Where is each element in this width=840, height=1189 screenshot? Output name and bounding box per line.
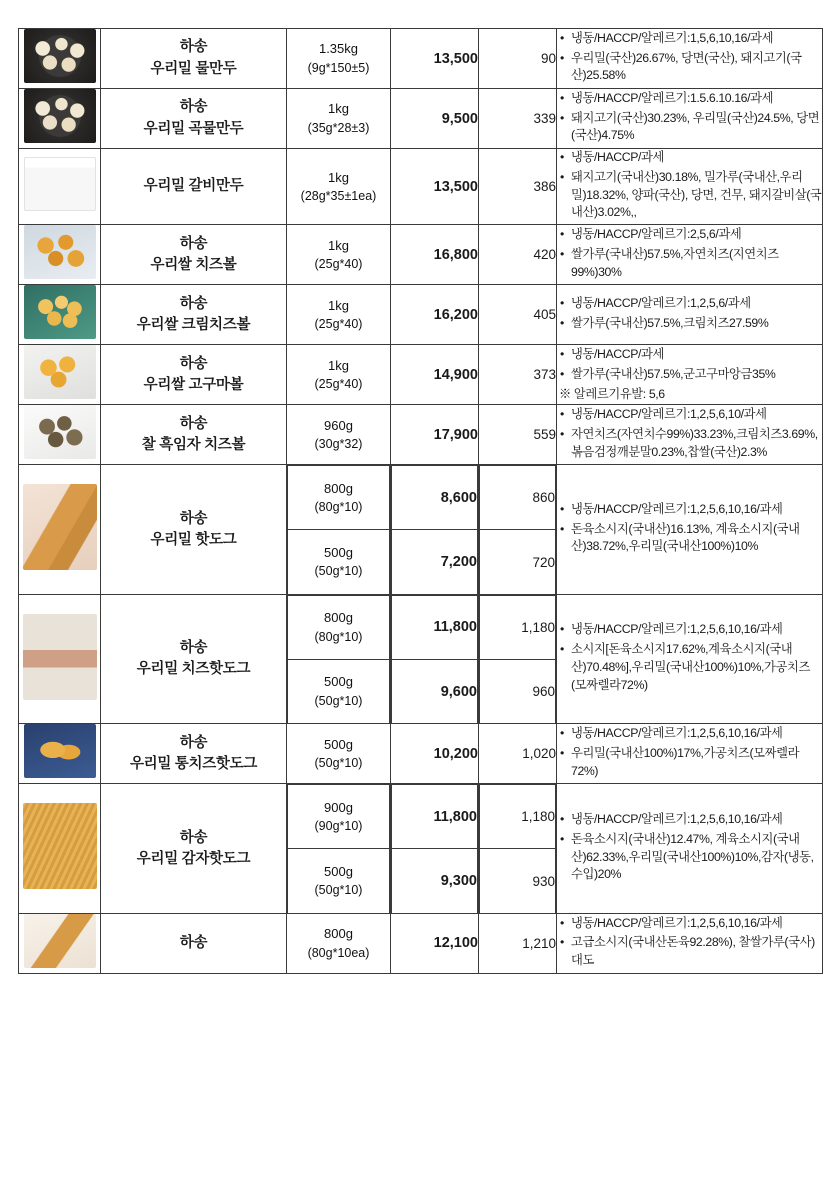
product-thumbnail-cell: [19, 405, 101, 465]
product-thumbnail-cell: [19, 29, 101, 89]
product-title: 우리쌀 고구마볼: [143, 376, 244, 393]
product-qty-cell: [479, 465, 557, 595]
description-item: • 돼지고기(국산)30.23%, 우리밀(국산)24.5%, 당면(국산)4.75%: [569, 110, 822, 146]
product-title: 우리밀 핫도그: [150, 531, 237, 548]
spec-unit: (50g*10): [314, 883, 363, 898]
product-quantity: 720: [480, 530, 556, 594]
product-thumbnail-cell: [19, 89, 101, 149]
spec-unit: (50g*10): [314, 756, 363, 771]
product-spec-cell: [287, 225, 391, 285]
product-thumbnail-cell: [19, 345, 101, 405]
description-list: [557, 501, 822, 556]
description-list: [557, 90, 822, 145]
product-name-cell: [101, 345, 287, 405]
product-image: [24, 285, 96, 339]
product-thumbnail-cell: [19, 724, 101, 784]
product-price: 9,300: [392, 849, 478, 913]
description-item: • 소시지[돈육소시지17.62%,계육소시지(국내산)70.48%],우리밀(국내산100%)10%,가공치즈(모짜렐라72%): [569, 641, 822, 694]
description-item: • 고급소시지(국내산돈육92.28%), 찰쌀가루(국사) 대도: [569, 934, 822, 970]
product-quantity-cell: 405: [479, 285, 557, 345]
product-image: [23, 484, 97, 570]
table-row: [19, 285, 823, 345]
product-name-cell: [101, 405, 287, 465]
product-thumbnail-cell: [19, 465, 101, 595]
product-price: 11,800: [392, 785, 478, 849]
product-price-cell: 10,200: [391, 724, 479, 784]
description-item: • 우리밀(국산)26.67%, 당면(국산), 돼지고기(국산)25.58%: [569, 50, 822, 86]
product-title: 우리밀 물만두: [150, 60, 237, 77]
product-thumbnail-cell: [19, 913, 101, 973]
product-image: [24, 914, 96, 968]
spec-weight: 1kg: [328, 169, 349, 185]
table-row: [19, 784, 823, 914]
description-list: [557, 226, 822, 281]
product-brand: 하송: [179, 734, 208, 751]
product-name-cell: [101, 724, 287, 784]
product-brand: 하송: [179, 640, 208, 657]
product-price-cell: 13,500: [391, 149, 479, 225]
product-thumbnail-cell: [19, 149, 101, 225]
spec-weight: 800g: [324, 480, 353, 496]
spec-unit: (30g*32): [314, 437, 363, 452]
spec-unit: (50g*10): [314, 564, 363, 579]
description-item: • 냉동/HACCP/알레르기:1.5.6.10.16/과세: [569, 90, 822, 108]
product-name-cell: [101, 149, 287, 225]
description-item: • 냉동/HACCP/알레르기:1,5,6,10,16/과세: [569, 30, 822, 48]
description-item: • 냉동/HACCP/알레르기:1,2,5,6,10,16/과세: [569, 725, 822, 743]
spec-weight: 1kg: [328, 357, 349, 373]
product-image: [24, 89, 96, 143]
product-description-cell: [557, 89, 823, 149]
product-name-cell: [101, 89, 287, 149]
product-quantity: 960: [480, 659, 556, 723]
product-quantity-cell: 1,020: [479, 724, 557, 784]
product-brand: 하송: [179, 829, 208, 846]
description-list: [557, 811, 822, 884]
product-image: [24, 405, 96, 459]
product-brand: 하송: [179, 235, 208, 252]
spec-weight: 1kg: [328, 237, 349, 253]
product-title: 찰 흑임자 치즈볼: [141, 436, 246, 453]
product-spec-cell: [287, 724, 391, 784]
description-item: • 냉동/HACCP/알레르기:1,2,5,6,10,16/과세: [569, 811, 822, 829]
description-list: [557, 725, 822, 780]
table-row: [19, 465, 823, 595]
product-price: 8,600: [392, 466, 478, 530]
description-list: [557, 621, 822, 694]
product-price-cell: 13,500: [391, 29, 479, 89]
spec-weight: 1kg: [328, 297, 349, 313]
description-list: [557, 30, 822, 85]
allergy-note: ※ 알레르기유발: 5,6: [559, 386, 665, 401]
product-image: [24, 345, 96, 399]
product-description-cell: [557, 594, 823, 724]
description-list: [557, 149, 822, 222]
description-item: • 자연치즈(자연치수99%)33.23%,크림치즈3.69%,볶음검정깨분말0.23%,찹쌀(국산)2.3%: [569, 426, 822, 462]
product-quantity-cell: 373: [479, 345, 557, 405]
spec-weight: 800g: [324, 610, 353, 626]
product-spec-cell: [287, 89, 391, 149]
product-spec-cell: [287, 594, 391, 724]
product-description-cell: [557, 149, 823, 225]
product-title: 우리밀 갈비만두: [143, 178, 244, 195]
product-table: [18, 28, 823, 974]
product-description-cell: [557, 913, 823, 973]
description-item: • 냉동/HACCP/과세: [569, 149, 822, 167]
product-price-cell: [391, 465, 479, 595]
product-price: 9,600: [392, 659, 478, 723]
product-description-cell: [557, 285, 823, 345]
product-brand: 하송: [179, 934, 208, 951]
product-image: [24, 225, 96, 279]
product-spec-cell: [287, 149, 391, 225]
spec-unit: (80g*10): [314, 629, 363, 644]
product-quantity-cell: 559: [479, 405, 557, 465]
product-price-cell: 16,800: [391, 225, 479, 285]
spec-unit: (28g*35±1ea): [300, 189, 377, 204]
product-title: 우리밀 곡물만두: [143, 120, 244, 137]
description-list: [557, 406, 822, 461]
spec-weight: 960g: [324, 417, 353, 433]
table-row: [19, 89, 823, 149]
product-quantity: 1,180: [480, 785, 556, 849]
product-quantity-cell: 420: [479, 225, 557, 285]
product-description-cell: [557, 29, 823, 89]
product-image: [23, 614, 97, 700]
description-item: • 쌀가루(국내산)57.5%,군고구마앙금35%: [569, 366, 822, 384]
table-row: [19, 913, 823, 973]
spec-weight: 800g: [324, 926, 353, 942]
product-brand: 하송: [179, 295, 208, 312]
product-thumbnail-cell: [19, 285, 101, 345]
product-image: [24, 29, 96, 83]
product-price: 7,200: [392, 530, 478, 594]
product-quantity: 930: [480, 849, 556, 913]
product-spec-cell: [287, 913, 391, 973]
product-name-cell: [101, 29, 287, 89]
product-price-cell: 14,900: [391, 345, 479, 405]
product-title: 우리밀 감자핫도그: [136, 850, 251, 867]
product-brand: 하송: [179, 355, 208, 372]
product-qty-cell: [479, 594, 557, 724]
table-row: [19, 345, 823, 405]
product-image: [24, 724, 96, 778]
product-title: 우리쌀 치즈볼: [150, 256, 237, 273]
description-list: [557, 295, 822, 333]
spec-weight: 500g: [324, 544, 353, 560]
table-row: [19, 225, 823, 285]
product-name-cell: [101, 285, 287, 345]
product-price: 11,800: [392, 595, 478, 659]
table-row: [19, 405, 823, 465]
spec-unit: (80g*10ea): [307, 945, 370, 960]
product-price-cell: 12,100: [391, 913, 479, 973]
spec-unit: (80g*10): [314, 500, 363, 515]
description-item: • 냉동/HACCP/알레르기:1,2,5,6,10,16/과세: [569, 915, 822, 933]
description-item: • 우리밀(국내산100%)17%,가공치즈(모짜렐라72%): [569, 745, 822, 781]
spec-unit: (25g*40): [314, 257, 363, 272]
product-name-cell: [101, 784, 287, 914]
table-row: [19, 149, 823, 225]
product-brand: 하송: [179, 39, 208, 56]
spec-unit: (25g*40): [314, 377, 363, 392]
description-list: [557, 346, 822, 384]
product-image: [23, 803, 97, 889]
product-quantity-cell: 339: [479, 89, 557, 149]
description-item: • 쌀가루(국내산)57.5%,자연치즈(지연치즈99%)30%: [569, 246, 822, 282]
spec-unit: (90g*10): [314, 819, 363, 834]
product-qty-cell: [479, 784, 557, 914]
description-item: • 냉동/HACCP/알레르기:1,2,5,6,10,16/과세: [569, 501, 822, 519]
product-price-cell: 9,500: [391, 89, 479, 149]
spec-weight: 900g: [324, 799, 353, 815]
product-description-cell: [557, 405, 823, 465]
product-name-cell: [101, 594, 287, 724]
product-description-cell: [557, 345, 823, 405]
description-item: • 냉동/HACCP/알레르기:2,5,6/과세: [569, 226, 822, 244]
product-quantity-cell: 1,210: [479, 913, 557, 973]
description-item: • 냉동/HACCP/알레르기:1,2,5,6,10/과세: [569, 406, 822, 424]
product-spec-cell: [287, 285, 391, 345]
spec-unit: (50g*10): [314, 693, 363, 708]
description-item: • 냉동/HACCP/과세: [569, 346, 822, 364]
product-quantity-cell: 386: [479, 149, 557, 225]
spec-weight: 500g: [324, 674, 353, 690]
product-thumbnail-cell: [19, 784, 101, 914]
product-title: 우리쌀 크림치즈볼: [136, 316, 251, 333]
spec-weight: 1.35kg: [318, 41, 359, 57]
product-brand: 하송: [179, 99, 208, 116]
table-row: [19, 594, 823, 724]
product-name-cell: [101, 225, 287, 285]
table-row: [19, 29, 823, 89]
product-description-cell: [557, 724, 823, 784]
product-description-cell: [557, 225, 823, 285]
spec-unit: (35g*28±3): [307, 120, 370, 135]
product-description-cell: [557, 465, 823, 595]
product-description-cell: [557, 784, 823, 914]
description-item: • 쌀가루(국내산)57.5%,크림치즈27.59%: [569, 315, 822, 333]
product-quantity: 860: [480, 466, 556, 530]
product-brand: 하송: [179, 510, 208, 527]
spec-unit: (9g*150±5): [307, 60, 370, 75]
spec-weight: 1kg: [328, 101, 349, 117]
spec-weight: 500g: [324, 863, 353, 879]
description-item: • 냉동/HACCP/알레르기:1,2,5,6/과세: [569, 295, 822, 313]
product-spec-cell: [287, 345, 391, 405]
product-thumbnail-cell: [19, 225, 101, 285]
table-row: [19, 724, 823, 784]
description-item: • 돼지고기(국내산)30.18%, 밀가루(국내산,우리밀)18.32%, 양파(국산), 당면, 건무, 돼지갈비살(국내산)3.02%,,: [569, 169, 822, 222]
product-spec-cell: [287, 465, 391, 595]
product-name-cell: [101, 913, 287, 973]
product-quantity: 1,180: [480, 595, 556, 659]
spec-unit: (25g*40): [314, 317, 363, 332]
product-title: 우리밀 치즈핫도그: [136, 661, 251, 678]
product-price-cell: 16,200: [391, 285, 479, 345]
product-spec-cell: [287, 29, 391, 89]
product-spec-cell: [287, 405, 391, 465]
description-item: • 돈육소시지(국내산)12.47%, 계육소시지(국내산)62.33%,우리밀(국내산100%)10%,감자(냉동,수입)20%: [569, 831, 822, 884]
product-thumbnail-cell: [19, 594, 101, 724]
product-price-cell: [391, 594, 479, 724]
description-item: • 냉동/HACCP/알레르기:1,2,5,6,10,16/과세: [569, 621, 822, 639]
product-brand: 하송: [179, 415, 208, 432]
product-quantity-cell: 90: [479, 29, 557, 89]
product-image: [24, 157, 96, 211]
spec-weight: 500g: [324, 736, 353, 752]
product-price-cell: 17,900: [391, 405, 479, 465]
description-list: [557, 915, 822, 970]
product-spec-cell: [287, 784, 391, 914]
product-price-cell: [391, 784, 479, 914]
description-item: • 돈육소시지(국내산)16.13%, 계육소시지(국내산)38.72%,우리밀(국내산100%)10%: [569, 521, 822, 557]
product-name-cell: [101, 465, 287, 595]
product-title: 우리밀 통치즈핫도그: [129, 755, 258, 772]
